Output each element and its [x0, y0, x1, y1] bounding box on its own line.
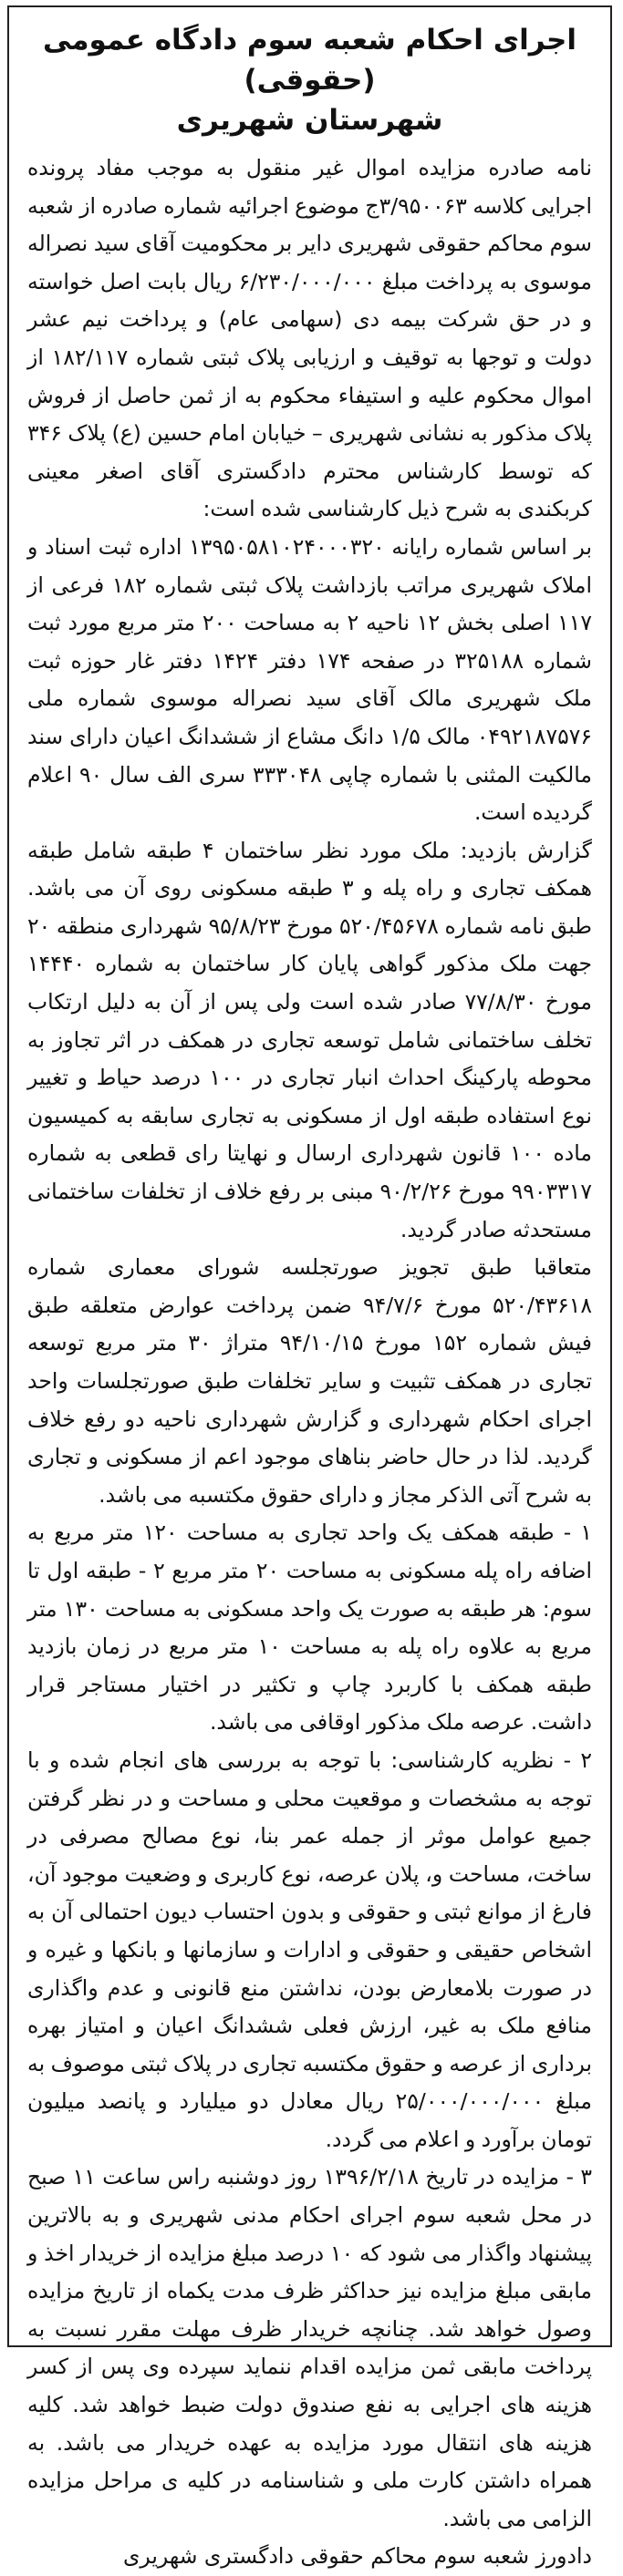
- architecture-council-paragraph: متعاقبا طبق تجویز صورتجلسه شورای معماری شماره ۵۲۰/۴۳۶۱۸ مورخ ۹۴/۷/۶ ضمن پرداخت عوارض متعلقه طبق فیش شماره ۱۵۲ مورخ ۹۴/۱۰/۱۵ متراژ ۳۰ متر مربع توسعه تجاری در همکف تثبیت و سایر تخلفات طبق صورتجلسات واحد اجرای احکام شهرداری و گزارش شهرداری ناحیه دو رفع خلاف گردید. لذا در حال حاضر بناهای موجود اعم از مسکونی و تجاری به شرح آتی الذکر مجاز و دارای حقوق مکتسبه می باشد.: [27, 1254, 593, 1508]
- intro-paragraph: نامه صادره مزایده اموال غیر منقول به موجب مفاد پرونده اجرایی کلاسه ۳/۹۵۰۰۶۳ج موضوع اجرائیه شماره صادره از شعبه سوم محاکم حقوقی شهریری دایر بر محکومیت آقای سید نصراله موسوی به پرداخت مبلغ ۶/۲۳۰/۰۰۰/۰۰۰ ریال بابت اصل خواسته و در حق شرکت بیمه دی (سهامی عام) و پرداخت نیم عشر دولت و توجها به توقیف و ارزیابی پلاک ثبتی شماره ۱۸۲/۱۱۷ از اموال محکوم علیه و استیفاء محکوم به از ثمن حاصل از فروش پلاک مذکور به نشانی شهریری – خیابان امام حسین (ع) پلاک ۳۴۶ که توسط کارشناس محترم دادگستری آقای اصغر معینی کربکندی به شرح ذیل کارشناسی شده است:: [27, 155, 592, 522]
- notice-frame: [7, 5, 612, 2570]
- auction-terms-paragraph: ۳ - مزایده در تاریخ ۱۳۹۶/۲/۱۸ روز دوشنبه راس ساعت ۱۱ صبح در محل شعبه سوم اجرای احکام مدنی شهریری و به بالاترین پیشنهاد واگذار می شود که ۱۰ درصد مبلغ مزایده از خریدار اخذ و مابقی مبلغ مزایده نیز حداکثر ظرف مدت یکماه از تاریخ مزایده وصول خواهد شد. چنانچه خریدار ظرف مهلت مقرر نسبت به پرداخت مابقی ثمن مزایده اقدام ننماید سپرده وی پس از کسر هزینه های اجرایی به نفع صندوق دولت ضبط خواهد شد. کلیه هزینه های انتقال مورد مزایده به عهده خریدار می باشد. به همراه داشتن کارت ملی و شناسنامه در کلیه ی مراحل مزایده الزامی می باشد.: [27, 2164, 593, 2531]
- registry-paragraph: بر اساس شماره رایانه ۱۳۹۵۰۵۸۱۰۲۴۰۰۰۳۲۰ اداره ثبت اسناد و املاک شهریری مراتب بازداشت پلاک ثبتی شماره ۱۸۲ فرعی از ۱۱۷ اصلی بخش ۱۲ ناحیه ۲ به مساحت ۲۰۰ متر مربع مورد ثبت شماره ۳۲۵۱۸۸ در صفحه ۱۷۴ دفتر ۱۴۲۴ دفتر غار حوزه ثبت ملک شهریری مالک آقای سید نصراله موسوی شماره ملی ۰۴۹۲۱۸۷۵۷۶ مالک ۱/۵ دانگ مشاع از ششدانگ اعیان دارای سند مالکیت المثنی با شماره چاپی ۳۳۳۰۴۸ سری الف سال ۹۰ اعلام گردیده است.: [27, 533, 593, 826]
- floor-description-paragraph: ۱ - طبقه همکف یک واحد تجاری به مساحت ۱۲۰ متر مربع به اضافه راه پله مسکونی به مساحت ۲۰ متر مربع ۲ - طبقه اول تا سوم: هر طبقه به صورت یک واحد مسکونی به مساحت ۱۳۰ متر مربع به علاوه راه پله به مساحت ۱۰ متر مربع در زمان بازدید طبقه همکف با کاربرد چاپ و تکثیر در اختیار مستاجر قرار داشت. عرصه ملک مذکور اوقافی می باشد.: [27, 1520, 593, 1736]
- notice-subtitle: شهرستان شهریری: [176, 104, 443, 137]
- expert-opinion-paragraph: ۲ - نظریه کارشناسی: با توجه به بررسی های انجام شده و با توجه به مشخصات و موقعیت محلی و مساحت و در نظر گرفتن جمیع عوامل موثر از جمله عمر بنا، نوع مصالح مصرفی در ساخت، مساحت و، پلان عرصه، نوع کاربری و وضعیت موجود آن، فارغ از موانع ثبتی و حقوقی و بدون احتساب دیون احتمالی آن به اشخاص حقیقی و حقوقی و ادارات و سازمانها و بانکها و غیره و در صورت بلامعارض بودن، نداشتن منع قانونی و عدم واگذاری منافع ملک به غیر، ارزش فعلی ششدانگ اعیان و امتیاز بهره برداری از عرصه و حقوق مکتسبه تجاری در پلاک ثبتی موصوف به مبلغ ۲۵/۰۰۰/۰۰۰/۰۰۰ ریال معادل دو میلیارد و پانصد میلیون تومان برآورد و اعلام می گردد.: [27, 1747, 592, 2152]
- inspection-paragraph: گزارش بازدید: ملک مورد نظر ساختمان ۴ طبقه شامل طبقه همکف تجاری و راه پله و ۳ طبقه مسکونی روی آن می باشد. طبق نامه شماره ۵۲۰/۴۵۶۷۸ مورخ ۹۵/۸/۲۳ شهرداری منطقه ۲۰ جهت ملک مذکور گواهی پایان کار ساختمان به شماره ۱۴۴۴۰ مورخ ۷۷/۸/۳۰ صادر شده است ولی پس از آن به دلیل ارتکاب تخلف ساختمانی شامل توسعه تجاری در همکف در اثر تجاوز به محوطه پارکینگ احداث انبار تجاری در ۱۰۰ درصد حیاط و تغییر نوع استفاده طبقه اول از مسکونی به تجاری سابقه به کمیسیون ماده ۱۰۰ قانون شهرداری ارسال و نهایتا رای قطعی به شماره ۹۹۰۳۳۱۷ مورخ ۹۰/۲/۲۶ مبنی بر رفع خلاف از تخلفات ساختمانی مستحدثه صادر گردید.: [27, 837, 593, 1242]
- signature-line: دادورز شعبه سوم محاکم حقوقی دادگستری شهریری: [123, 2543, 592, 2570]
- notice-title: اجرای احکام شعبه سوم دادگاه عمومی (حقوقی): [42, 24, 577, 97]
